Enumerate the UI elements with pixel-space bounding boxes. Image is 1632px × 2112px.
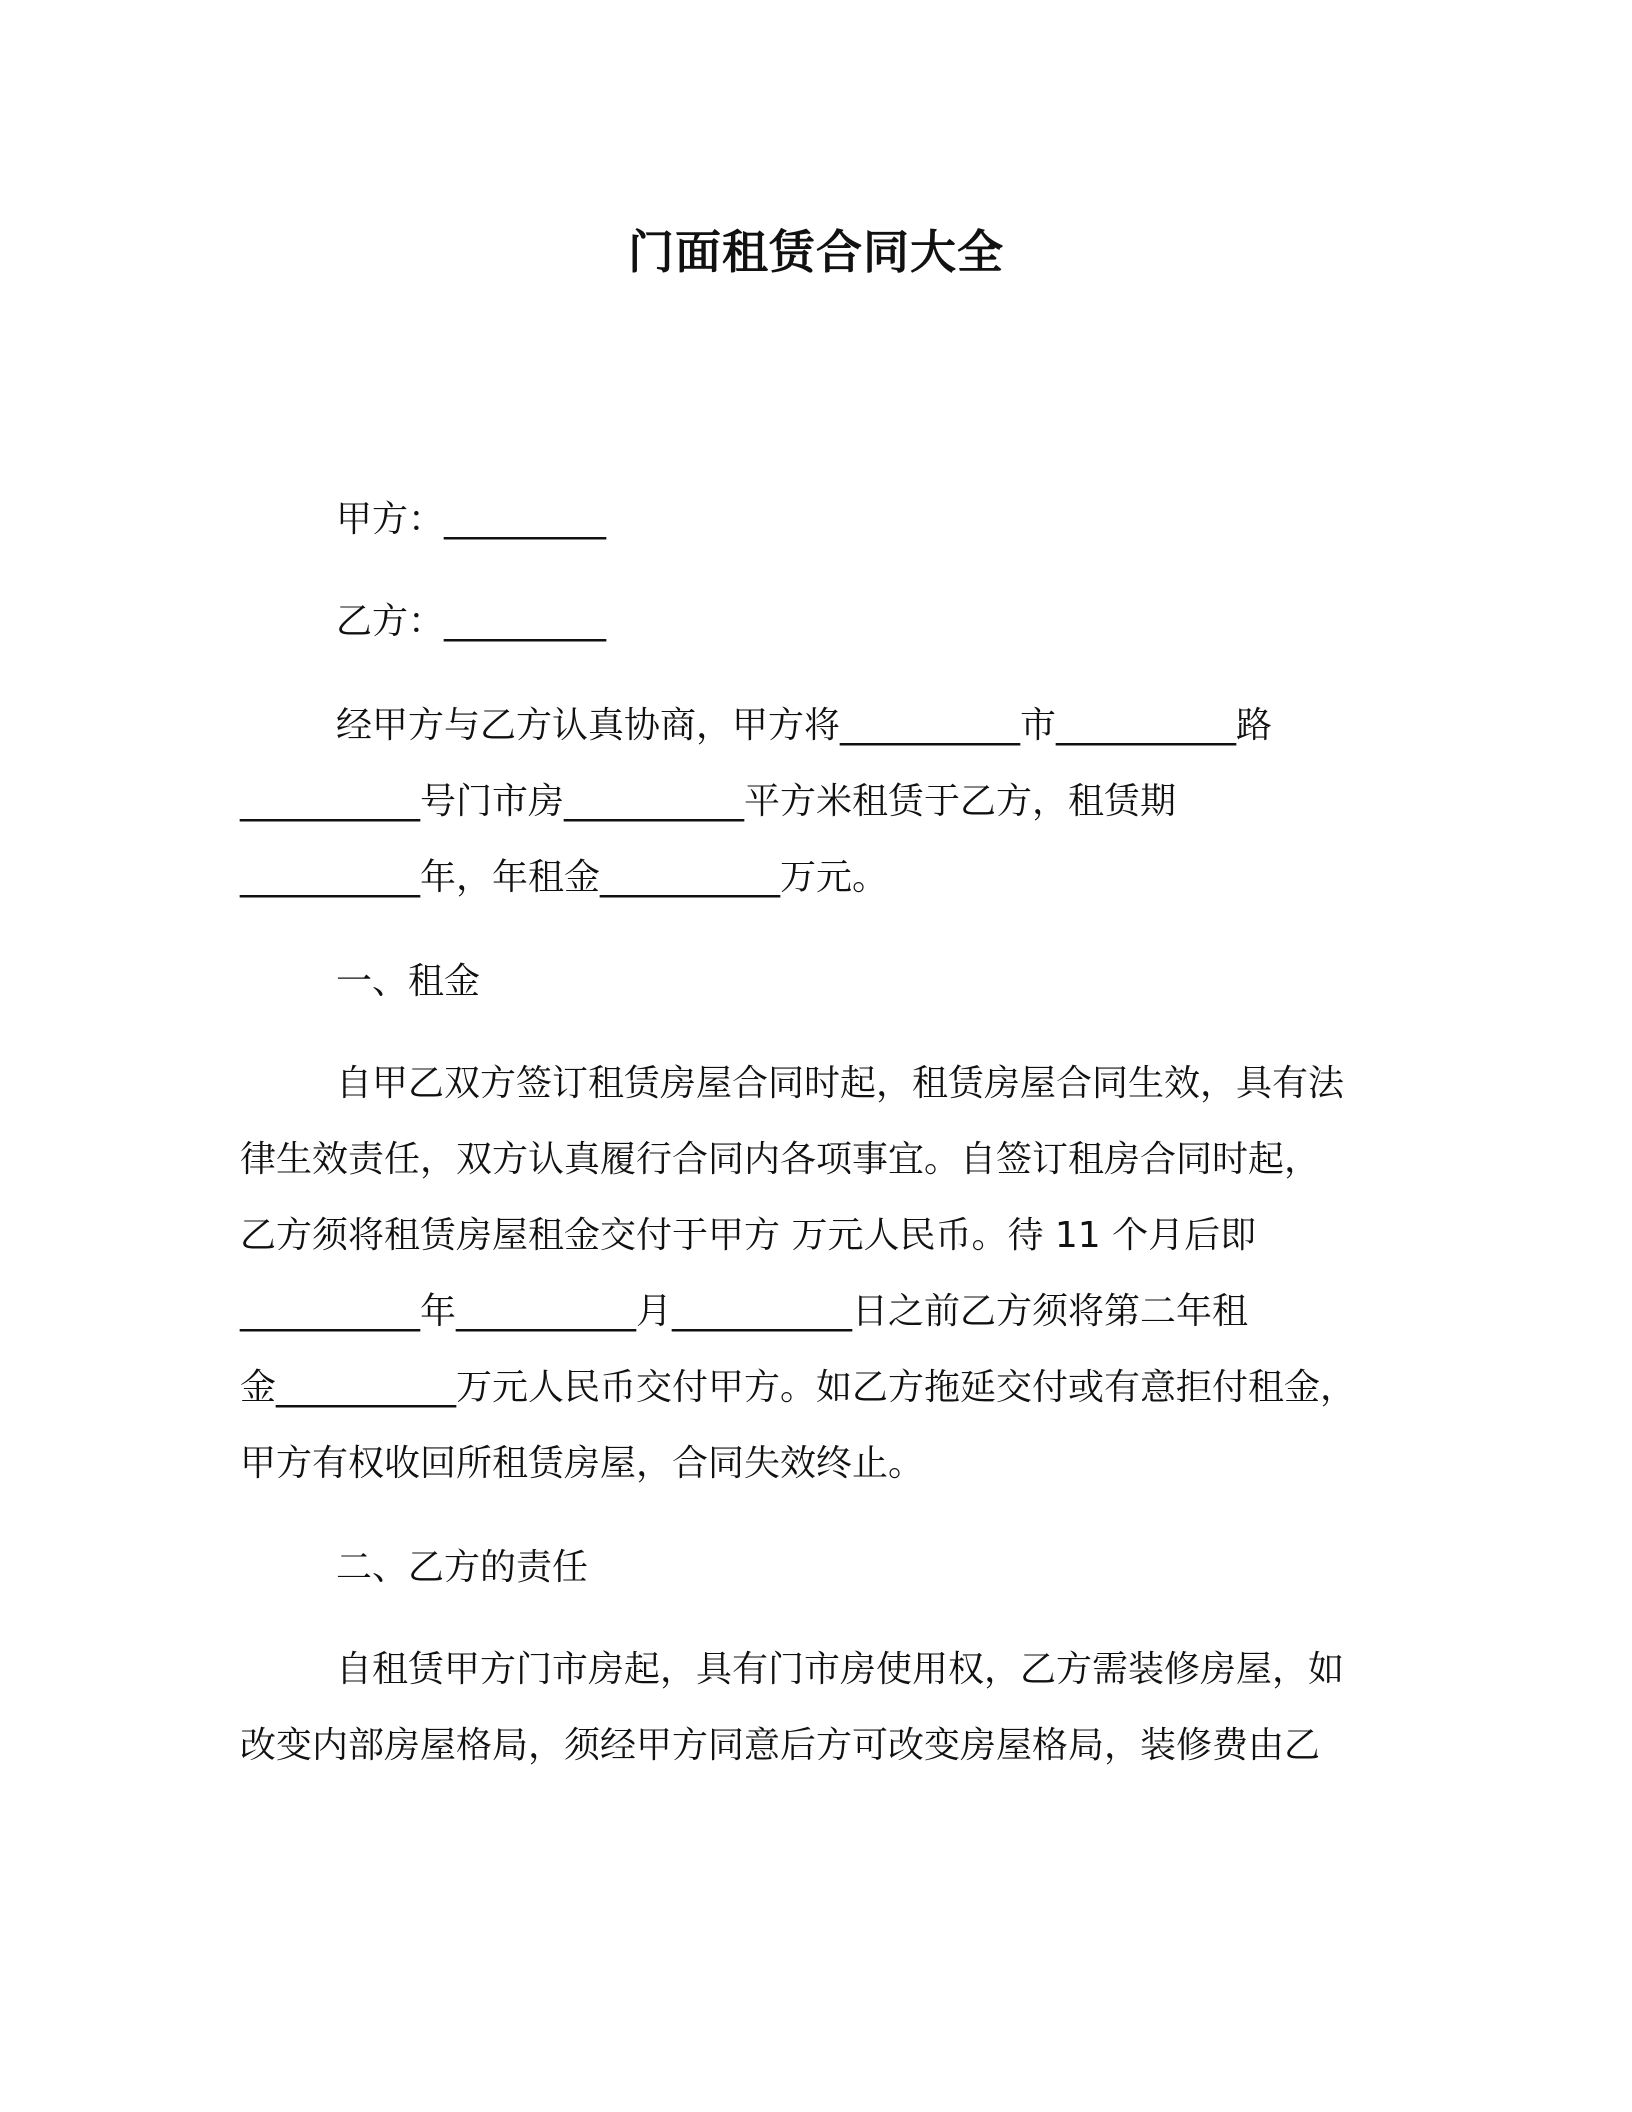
intro-line-1: 经甲方与乙方认真协商，甲方将__________市__________路 (336, 705, 1273, 746)
section-1-line-1: 自甲乙双方签订租赁房屋合同时起，租赁房屋合同生效，具有法 (336, 1063, 1345, 1104)
section-1-heading: 一、租金 (336, 961, 481, 1002)
section-1-line-6: 甲方有权收回所租赁房屋，合同失效终止。 (240, 1443, 925, 1484)
party-a-line: 甲方：_________ (336, 499, 607, 540)
section-1-line-3: 乙方须将租赁房屋租金交付于甲方 万元人民币。待 11 个月后即 (240, 1215, 1257, 1256)
section-1-line-4: __________年__________月__________日之前乙方须将第二年租 (240, 1291, 1249, 1332)
intro-line-3: __________年，年租金__________万元。 (240, 857, 889, 898)
section-1-line-2: 律生效责任，双方认真履行合同内各项事宜。自签订租房合同时起， (240, 1139, 1321, 1180)
section-2-heading: 二、乙方的责任 (336, 1547, 589, 1588)
party-b-line: 乙方：_________ (336, 601, 607, 642)
section-1-line-5: 金__________万元人民币交付甲方。如乙方拖延交付或有意拒付租金， (240, 1367, 1357, 1408)
document-title: 门面租赁合同大全 (628, 225, 1004, 279)
section-2-line-1: 自租赁甲方门市房起，具有门市房使用权，乙方需装修房屋，如 (336, 1649, 1345, 1690)
section-2-line-2: 改变内部房屋格局，须经甲方同意后方可改变房屋格局，装修费由乙 (240, 1725, 1321, 1766)
intro-line-2: __________号门市房__________平方米租赁于乙方，租赁期 (240, 781, 1177, 822)
